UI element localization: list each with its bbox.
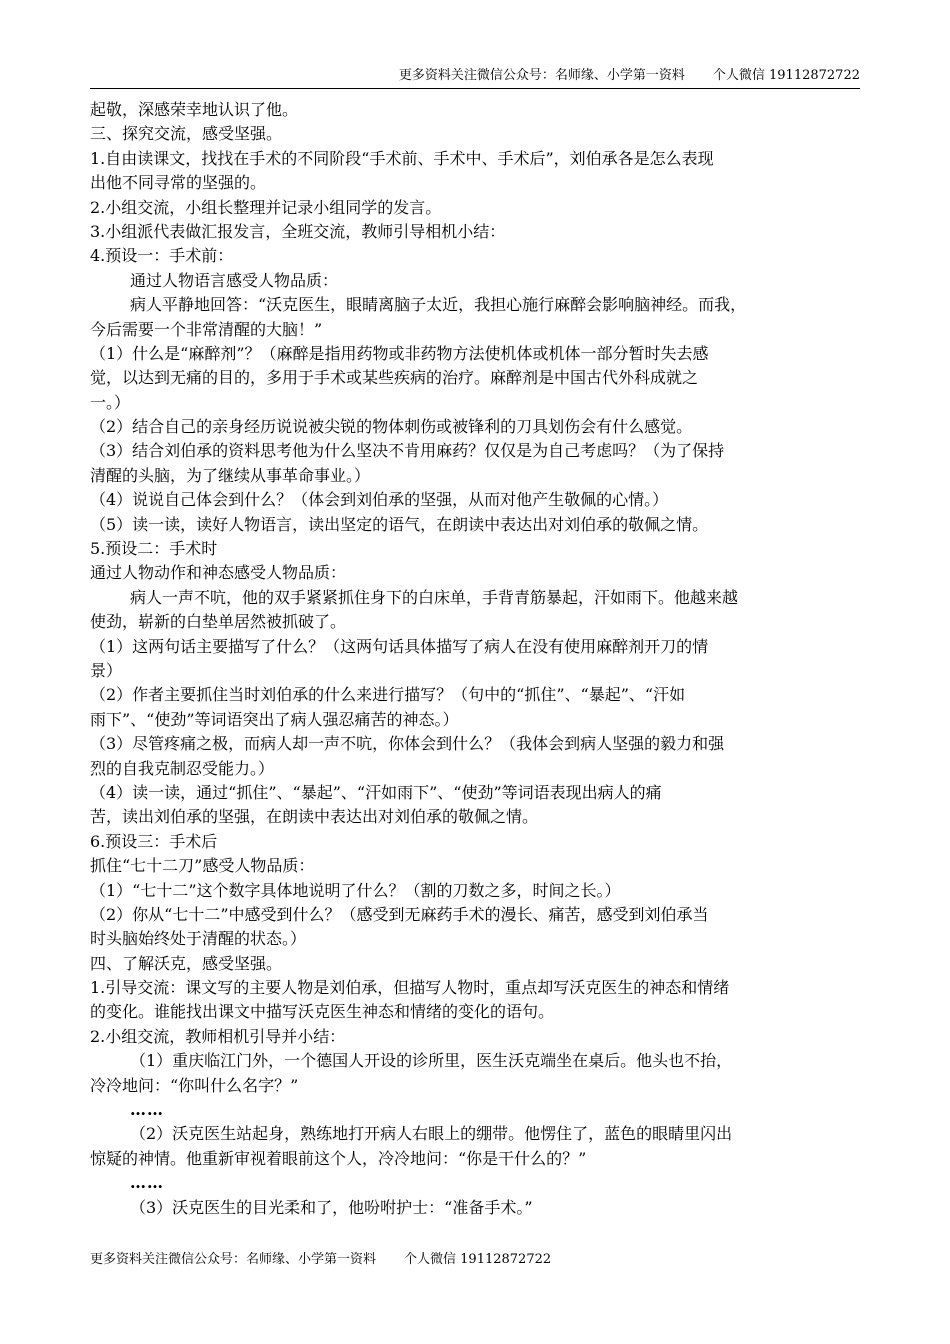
text-line: 1.引导交流：课文写的主要人物是刘伯承，但描写人物时，重点却写沃克医生的神态和情绪: [90, 978, 730, 998]
text-line: 起敬，深感荣幸地认识了他。: [90, 100, 299, 119]
text-line: （4）说说自己体会到什么？（体会到刘伯承的坚强，从而对他产生敬佩的心情。）: [90, 490, 669, 510]
text-line: 时头脑始终处于清醒的状态。）: [90, 929, 307, 949]
text-line: （3）沃克医生的目光柔和了，他吩咐护士：“准备手术。”: [130, 1197, 533, 1217]
text-line: （3）尽管疼痛之极，而病人却一声不吭，你体会到什么？（我体会到病人坚强的毅力和强: [90, 734, 725, 754]
text-line: 觉，以达到无痛的目的，多用于手术或某些疾病的治疗。麻醉剂是中国古代外科成就之: [90, 368, 699, 388]
text-line: 1.自由读课文，找找在手术的不同阶段“手术前、手术中、手术后”，刘伯承各是怎么表现: [90, 148, 714, 168]
text-line: 出他不同寻常的坚强的。: [90, 173, 267, 193]
text-line: 2.小组交流，教师相机引导并小结：: [90, 1026, 346, 1046]
text-line: （1）这两句话主要描写了什么？（这两句话具体描写了病人在没有使用麻醉剂开刀的情: [90, 636, 709, 656]
text-line: （2）沃克医生站起身，熟练地打开病人右眼上的绷带。他愣住了，蓝色的眼睛里闪出: [130, 1124, 733, 1144]
text-line: 一。）: [90, 392, 131, 412]
footer-personal-wechat: 个人微信 19112872722: [404, 1252, 552, 1267]
header-personal-wechat: 个人微信 19112872722: [712, 68, 860, 83]
text-line: 抓住“七十二刀”感受人物品质：: [90, 856, 315, 876]
page-header: [90, 64, 860, 89]
text-line: 景）: [90, 660, 123, 680]
text-line: （2）作者主要抓住当时刘伯承的什么来进行描写？（句中的“抓住”、“暴起”、“汗如: [90, 685, 686, 705]
text-line: 苦，读出刘伯承的坚强，在朗读中表达出对刘伯承的敬佩之情。: [90, 807, 539, 827]
text-line: 三、探究交流，感受坚强。: [90, 124, 283, 144]
text-line: （1）什么是“麻醉剂”？（麻醉是指用药物或非药物方法使机体或机体一部分暂时失去感: [90, 343, 709, 363]
text-line: 惊疑的神情。他重新审视着眼前这个人，冷冷地问：“你是干什么的？”: [90, 1148, 587, 1168]
footer-wechat-note: 更多资料关注微信公众号：名师缘、小学第一资料: [90, 1252, 377, 1267]
text-line: （4）读一读，通过“抓住”、“暴起”、“汗如雨下”、“使劲”等词语表现出病人的痛: [90, 782, 662, 802]
text-line: 6.预设三：手术后: [90, 831, 218, 851]
text-line: 清醒的头脑，为了继续从事革命事业。）: [90, 465, 371, 485]
text-line: （2）你从“七十二”中感受到什么？（感受到无麻药手术的漫长、痛苦，感受到刘伯承当: [90, 904, 709, 924]
text-line: 使劲，崭新的白垫单居然被抓破了。: [90, 612, 347, 632]
text-line: （1）重庆临江门外，一个德国人开设的诊所里，医生沃克端坐在桌后。他头也不抬，: [130, 1051, 733, 1071]
text-line: 5.预设二：手术时: [90, 539, 218, 559]
text-line: 病人平静地回答：“沃克医生，眼睛离脑子太近，我担心施行麻醉会影响脑神经。而我，: [130, 295, 747, 315]
header-wechat-note: 更多资料关注微信公众号：名师缘、小学第一资料: [398, 68, 685, 83]
text-line: 4.预设一：手术前：: [90, 246, 234, 266]
text-line: （5）读一读，读好人物语言，读出坚定的语气，在朗读中表达出对刘伯承的敬佩之情。: [90, 514, 709, 534]
text-line: （3）结合刘伯承的资料思考他为什么坚决不肯用麻药？仅仅是为自己考虑吗？（为了保持: [90, 441, 725, 461]
text-line: ……: [130, 1100, 164, 1120]
text-line: （1）“七十二”这个数字具体地说明了什么？（割的刀数之多，时间之长。）: [90, 880, 621, 900]
document-body: [90, 98, 860, 1220]
text-line: 病人一声不吭，他的双手紧紧抓住身下的白床单，手背青筋暴起，汗如雨下。他越来越: [130, 587, 739, 607]
page-footer: [90, 1248, 551, 1267]
text-line: 2.小组交流，小组长整理并记录小组同学的发言。: [90, 197, 442, 217]
text-line: 四、了解沃克，感受坚强。: [90, 953, 283, 973]
text-line: 通过人物动作和神态感受人物品质：: [90, 563, 347, 583]
text-line: ……: [130, 1173, 164, 1193]
text-line: 雨下”、“使劲”等词语突出了病人强忍痛苦的神态。）: [90, 709, 459, 729]
text-line: 烈的自我克制忍受能力。）: [90, 758, 275, 778]
text-line: （2）结合自己的亲身经历说说被尖锐的物体刺伤或被锋利的刀具划伤会有什么感觉。: [90, 417, 693, 437]
text-line: 冷冷地问：“你叫什么名字？”: [90, 1075, 299, 1095]
text-line: 今后需要一个非常清醒的大脑！”: [90, 319, 323, 339]
text-line: 通过人物语言感受人物品质：: [130, 270, 339, 290]
text-line: 3.小组派代表做汇报发言，全班交流，教师引导相机小结：: [90, 221, 506, 241]
text-line: 的变化。谁能找出课文中描写沃克医生神态和情绪的变化的语句。: [90, 1002, 555, 1022]
